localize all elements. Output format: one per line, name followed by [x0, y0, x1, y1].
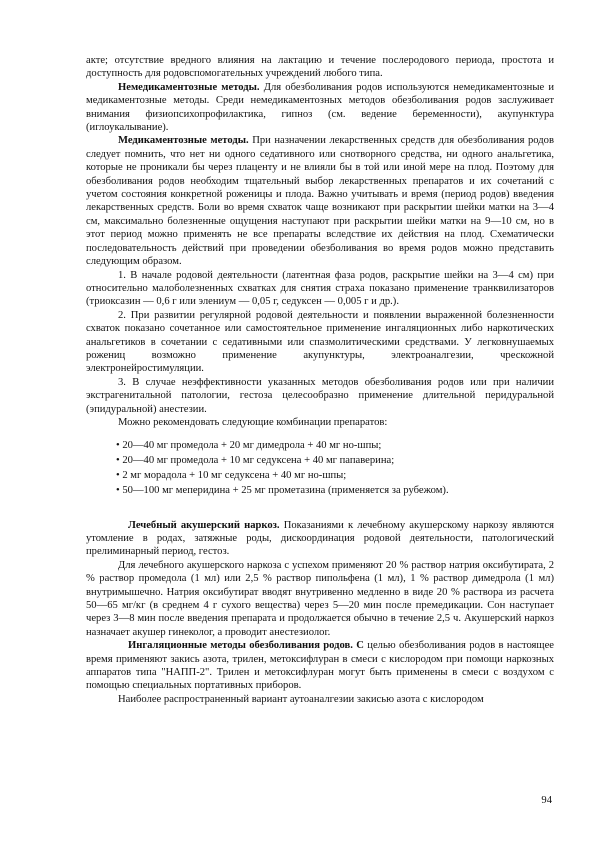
text-inhalation-methods: целью обезболивания родов в настоящее время применяют закись азота, трилен, метоксифлуран в смеси с кислородом при помощи наркозных аппаратов типа "НАПП-2". Трилен и метоксифлуран могут быть применены в смеси с воздухом с помощью специальных портативных приборов. — [86, 640, 554, 692]
paragraph-step-1: 1. В начале родовой деятельности (латентная фаза родов, раскрытие шейки на 3—4 см) при относительно малоболезненных схватках для снятия страха показано применение транквилизаторов (триоксазин — 0,6 г или элениум — 0,05 г, седуксен — 0,005 г и др.). — [86, 269, 554, 308]
heading-obstetric-anesthesia: Лечебный акушерский наркоз. — [128, 519, 280, 531]
heading-inhalation-methods: Ингаляционные методы обезболивания родов. С — [128, 640, 364, 652]
spacer — [86, 509, 554, 519]
paragraph-anesthesia-details: Для лечебного акушерского наркоза с успехом применяют 20 % раствор натрия оксибутирата, 2 % раствор промедола (1 мл) или 2,5 % раствор пипольфена (1 мл), 1 % раствор димедрола (1 мл) внутримышечно. Натрия оксибутират вводят внутривенно медленно в виде 20 % раствора из расчета 50—65 мг/кг (в среднем 4 г сухого вещества) через 5—20 мин после премедикации. Сон наступает через 3—8 мин после введения препарата и продолжается обычно в течение 2,5 ч. Акушерский наркоз назначает акушер гинеколог, а проводит анестезиолог. — [86, 559, 554, 638]
heading-medical-methods: Медикаментозные методы. — [118, 135, 249, 147]
paragraph-obstetric-anesthesia — [86, 519, 554, 559]
list-item: • 20—40 мг промедола + 20 мг димедрола + 40 мг но-шпы; — [116, 439, 554, 454]
text-medical-methods: При назначении лекарственных средств для обезболивания родов следует помнить, что нет ни одного седативного или снотворного средства, ни одного анальгетика, которые не проникали бы через плаценту и не влияли бы в той или иной мере на плод. Поэтому для обезболивания родов необходим тщательный выбор лекарственных препаратов и их сочетаний с учетом состояния конкретной роженицы и плода. Важно учитывать и время (период родов) введения лекарственных средств. Боли во время схваток чаще возникают при раскрытии шейки матки на 3—4 см, максимально болезненные ощущения наступают при раскрытии шейки матки на 9—10 см, но в этот период можно применять не все препараты вследствие их действия на плод. Схематически последовательность действий при проведении обезболивания во время родов можно представить следующим образом. — [86, 135, 554, 268]
paragraph-lactation: акте; отсутствие вредного влияния на лактацию и течение послеродового периода, простота и доступность для родовспомогательных учреждений любого типа. — [86, 55, 554, 80]
paragraph-step-3: 3. В случае неэффективности указанных методов обезболивания родов или при наличии экстрагенитальной патологии, гестоза целесообразно применение длительной перидуральной (эпидуральной) анестезии. — [86, 376, 554, 415]
paragraph-step-2: 2. При развитии регулярной родовой деятельности и появлении выраженной болезненности схваток показано сочетанное или самостоятельное применение ингаляционных либо наркотических анальгетиков в сочетании с седативными или спазмолитическими средствами. У легковнушаемых рожениц возможно применение акупунктуры, электроаналгезии, чрескожной электронейростимуляции. — [86, 309, 554, 375]
text-nonmedical-methods: Для обезболивания родов используются немедикаментозные и медикаментозные методы. Среди немедикаментозных методов обезболивания родов заслуживает внимания физиопсихопрофилактика, гипноз (см. ведение беременности), акупунктура (иглоукалывание). — [86, 81, 554, 134]
combinations-list — [86, 439, 554, 498]
list-item: • 2 мг морадола + 10 мг седуксена + 40 мг но-шпы; — [116, 469, 554, 484]
spacer — [86, 429, 554, 439]
paragraph-nonmedical-methods — [86, 81, 554, 135]
list-item: • 50—100 мг меперидина + 25 мг прометазина (применяется за рубежом). — [116, 484, 554, 499]
text-obstetric-anesthesia: Показаниями к лечебному акушерскому наркозу являются утомление в родах, затяжные роды, дискоординация родовой деятельности, патологический прелиминарный период, гестоз. — [86, 519, 554, 558]
heading-nonmedical-methods: Немедикаментозные методы. — [118, 81, 260, 93]
page-body — [86, 54, 554, 706]
paragraph-medical-methods — [86, 134, 554, 268]
paragraph-autoanalgesia: Наиболее распространенный вариант аутоаналгезии закисью азота с кислородом — [118, 693, 484, 705]
page-number: 94 — [541, 795, 552, 806]
paragraph-inhalation-methods — [86, 639, 554, 693]
paragraph-combinations-intro: Можно рекомендовать следующие комбинации препаратов: — [118, 416, 388, 428]
list-item: • 20—40 мг промедола + 10 мг седуксена + 40 мг папаверина; — [116, 454, 554, 469]
spacer — [86, 499, 554, 509]
